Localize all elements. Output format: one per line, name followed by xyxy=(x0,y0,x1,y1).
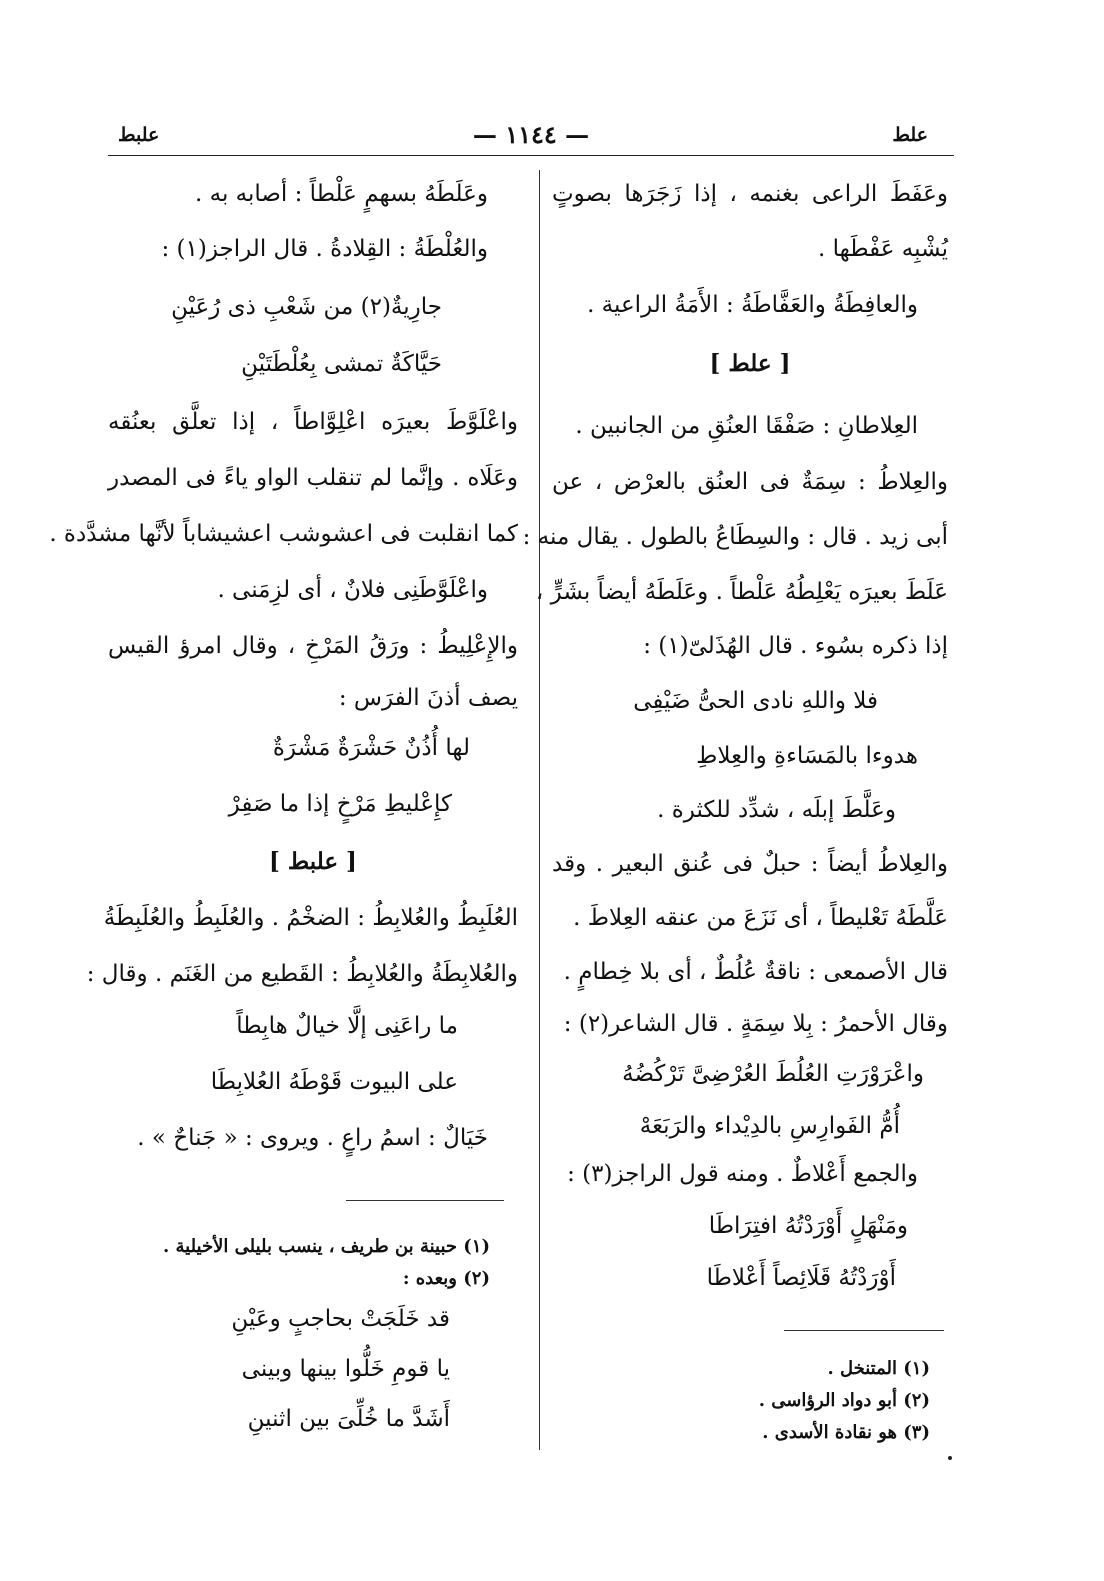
text-line: والعِلاطُ أيضاً : حبلٌ فى عُنق البعير . وقد xyxy=(552,851,948,877)
text-line: وقال الأحمرُ : بِلا سِمَةٍ . قال الشاعر(٢) : xyxy=(563,1011,948,1037)
footnote-verse: قد خَلَجَتْ بحاجبٍ وعَيْنِ xyxy=(231,1306,450,1332)
text-line: يُشْبِه عَفْطَها . xyxy=(818,236,948,262)
text-line: يصف أذنَ الفرَس : xyxy=(338,685,518,711)
text-line: وعَلَاه . وإنَّما لم تنقلب الواو ياءً فى المصدر xyxy=(108,465,518,491)
footnote: (٢) وبعده : xyxy=(402,1268,490,1289)
text-line: والعُلابِطَةُ والعُلابِطُ : القَطيع من الغَنَم . وقال : xyxy=(86,961,518,987)
footnote: (٣) هو نقادة الأسدى . xyxy=(762,1422,930,1443)
footnote: (١) حبينة بن طريف ، ينسب بليلى الأخيلية . xyxy=(162,1236,490,1257)
text-line: أبى زيد . قال : والسِطَاعُ بالطول . يقال منه : xyxy=(522,524,948,550)
text-line: قال الأصمعى : ناقةٌ عُلُطٌ ، أى بلا خِطامٍ . xyxy=(563,959,948,985)
text-line: عَلَّطَهُ تَعْليطاً ، أى نَزَعَ من عنقه العِلاطَ . xyxy=(573,905,948,931)
page-header xyxy=(108,120,954,154)
footnote: (١) المتنخل . xyxy=(827,1358,930,1379)
verse-line: واعْرَوْرَتِ العُلُطَ العُرْضِىَّ تَرْكُضُهُ xyxy=(622,1061,924,1087)
verse-line: ومَنْهَلٍ أَوْرَدْتُهُ افتِرَاطَا xyxy=(708,1213,908,1239)
footnote: (٢) أبو دواد الرؤاسى . xyxy=(758,1390,930,1411)
header-entry-right: علط xyxy=(892,124,928,146)
page-number: — ١١٤٤ — xyxy=(472,120,590,149)
text-line: وعَلَطَهُ بسهمٍ عَلْطاً : أصابه به . xyxy=(194,181,488,207)
text-line: واعْلَوَّطَنِى فلانٌ ، أى لزِمَنى . xyxy=(217,577,488,603)
text-line: والعُلْطَةُ : القِلادةُ . قال الراجز(١) : xyxy=(161,236,488,262)
verse-line: فلا واللهِ نادى الحىُّ ضَيْفِى xyxy=(633,688,878,714)
verse-line: جارِيةٌ(٢) من شَعْبِ ذى رُعَيْنِ xyxy=(171,294,442,320)
section-heading: [ علبط ] xyxy=(269,848,357,875)
text-line: والعِلاطُ : سِمَةٌ فى العنُق بالعرْض ، عن xyxy=(552,469,948,495)
text-line: كما انقلبت فى اعشوشب اعشيشاباً لأنَّها مشدَّدة . xyxy=(49,521,518,547)
verse-line: أَوْرَدْتُهُ قَلَائِصاً أَعْلاطَا xyxy=(706,1265,896,1291)
verse-line: على البيوت قَوْطَهُ العُلابِطَا xyxy=(210,1069,458,1095)
text-line: والجمع أَعْلاطٌ . ومنه قول الراجز(٣) : xyxy=(567,1161,918,1187)
section-heading: [ علط ] xyxy=(709,350,791,377)
text-line: وعَفَطَ الراعى بغنمه ، إذا زَجَرَها بصوتٍ xyxy=(552,181,948,207)
text-line: العِلاطانِ : صَفْقَا العنُقِ من الجانبين . xyxy=(575,413,918,439)
footnote-rule xyxy=(784,1330,944,1331)
verse-line: أُمُّ الفَوارِسِ بالدِيْداء والرَبَعَهْ xyxy=(639,1113,900,1139)
footnote-verse: أَشَدَّ ما خُلِّىَ بين اثنينِ xyxy=(247,1406,450,1432)
text-line: والإِعْلِيطُ : ورَقُ المَرْخِ ، وقال امرؤ القيس xyxy=(108,633,518,659)
text-line: واعْلَوَّطَ بعيرَه اعْلِوَّاطاً ، إذا تعلَّق بعنُقه xyxy=(108,409,518,435)
verse-line: هدوءا بالمَسَاءةِ والعِلاطِ xyxy=(696,743,918,769)
header-rule xyxy=(108,155,954,156)
verse-line: ما راعَنِى إلَّا خيالٌ هابِطاً xyxy=(236,1013,458,1039)
text-line: خَيَالٌ : اسمُ راعٍ . ويروى : « جَناحٌ » . xyxy=(137,1125,488,1151)
verse-line: كإِعْليطِ مَرْخٍ إذا ما صَفِرْ xyxy=(228,791,452,817)
text-line: عَلَطَ بعيرَه يَعْلِطُهُ عَلْطاً . وعَلَطَهُ أيضاً بشَرٍّ ، xyxy=(535,579,948,605)
text-line: إذا ذكره بسُوء . قال الهُذَلىّ(١) : xyxy=(643,633,948,659)
text-line: والعافِطَةُ والعَفَّاطَةُ : الأَمَةُ الراعية . xyxy=(587,292,918,318)
page-mark xyxy=(948,1456,952,1460)
text-line: وعَلَّطَ إبلَه ، شدِّد للكثرة . xyxy=(657,797,896,823)
footnote-rule xyxy=(346,1200,504,1201)
column-divider xyxy=(539,170,540,1450)
footnote-verse: يا قومِ خَلُّوا بينها وبينى xyxy=(241,1356,450,1382)
verse-line: حَيَّاكَةٌ تمشى بِعُلْطَتَيْنِ xyxy=(241,351,442,377)
verse-line: لها أُذُنٌ حَشْرَةٌ مَشْرَةٌ xyxy=(272,735,470,761)
header-entry-left: علبط xyxy=(118,124,160,146)
text-line: العُلَبِطُ والعُلابِطُ : الضخْمُ . والعُلَبِطُ والعُلَبِطَةُ xyxy=(103,905,518,931)
